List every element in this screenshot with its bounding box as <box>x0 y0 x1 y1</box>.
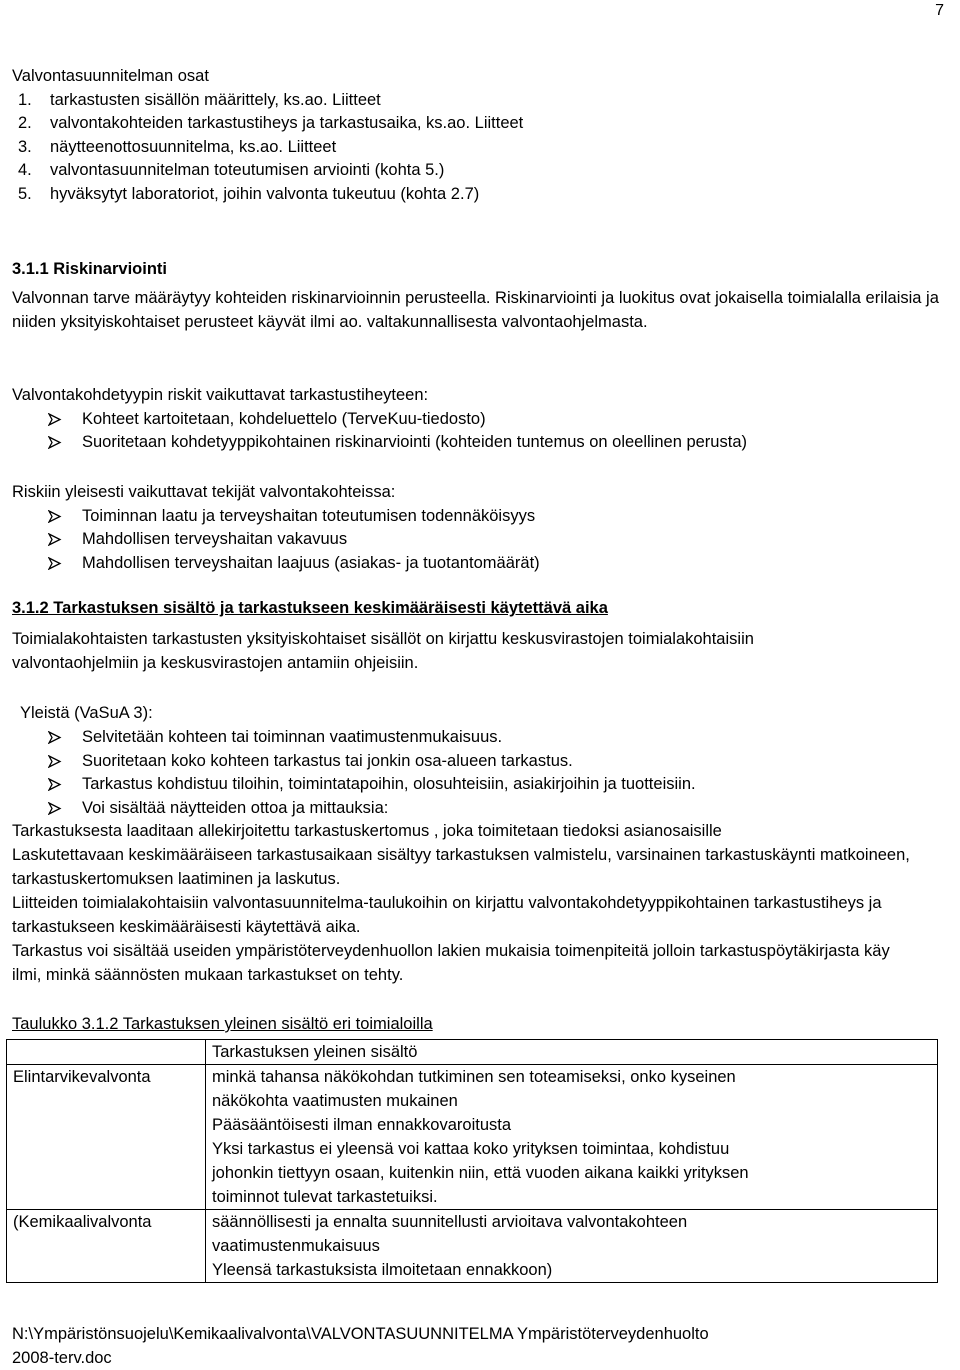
section-311-paragraph: Valvonnan tarve määräytyy kohteiden riskinarvioinnin perusteella. Riskinarviointi ja luokitus ovat jokaisella toimialalla erilaisia ja niiden yksityiskohtaiset perusteet käyvät ilmi ao. valtakunnallisesta valvontaohjelmasta. <box>12 289 939 331</box>
table-row <box>7 1065 938 1210</box>
arrow-bullet-icon <box>48 755 62 768</box>
table-row-content: minkä tahansa näkökohdan tutkiminen sen toteamiseksi, onko kyseinen näkökohta vaatimusten mukainen Pääsääntöisesti ilman ennakkovaroitusta Yksi tarkastus ei yleensä voi kattaa koko yrityksen toimintaa, kohdistuu johonkin tiettyyn osaan, kuitenkin niin, että vuoden aikana kaikki yrityksen toiminnot tulevat tarkastetuiksi. <box>206 1065 938 1210</box>
section-312-title: 3.1.2 Tarkastuksen sisältö ja tarkastukseen keskimääräisesti käytettävä aika <box>12 599 608 617</box>
paragraph-inspection-report: Tarkastuksesta laaditaan allekirjoitettu tarkastuskertomus , joka toimitetaan tiedoksi asianosaisille <box>12 822 722 840</box>
plan-parts <box>12 65 960 206</box>
risk-frequency-intro: Valvontakohdetyypin riskit vaikuttavat tarkastustiheyteen: <box>12 386 429 404</box>
inspection-content-table <box>6 1039 938 1283</box>
paragraph-appendix-tables: Liitteiden toimialakohtaisiin valvontasuunnitelma-taulukoihin on kirjattu valvontakohdetyyppikohtainen tarkastustiheys ja tarkastukseen keskimääräisesti käytettävä aika. <box>12 894 882 936</box>
arrow-bullet-icon <box>48 557 62 570</box>
list-item: 5. hyväksytyt laboratoriot, joihin valvonta tukeutuu (kohta 2.7) <box>18 184 480 203</box>
arrow-bullet-icon <box>48 436 62 449</box>
table-header-empty-cell <box>7 1040 206 1065</box>
list-item: Suoritetaan koko kohteen tarkastus tai jonkin osa-alueen tarkastus. <box>12 750 960 774</box>
table-header-cell: Tarkastuksen yleinen sisältö <box>206 1040 938 1065</box>
risk-factors-list <box>12 505 960 576</box>
list-item: Voi sisältää näytteiden ottoa ja mittauksia: <box>12 797 960 821</box>
paragraph-multiple-laws: Tarkastus voi sisältää useiden ympäristöterveydenhuollon lakien mukaisia toimenpiteitä jolloin tarkastuspöytäkirjasta käy ilmi, minkä säännösten mukaan tarkastukset on tehty. <box>12 942 890 984</box>
table-caption: Taulukko 3.1.2 Tarkastuksen yleinen sisältö eri toimialoilla <box>12 1015 433 1033</box>
list-item: 3. näytteenottosuunnitelma, ks.ao. Liitteet <box>18 137 337 156</box>
arrow-bullet-icon <box>48 802 62 815</box>
list-item: Mahdollisen terveyshaitan vakavuus <box>12 528 960 552</box>
paragraph-billing-time: Laskutettavaan keskimääräiseen tarkastusaikaan sisältyy tarkastuksen valmistelu, varsinainen tarkastuskäynti matkoineen, tarkastuskertomuksen laatiminen ja laskutus. <box>12 846 910 888</box>
list-item: Kohteet kartoitetaan, kohdeluettelo (TerveKuu-tiedosto) <box>12 408 960 432</box>
risk-factors-intro: Riskiin yleisesti vaikuttavat tekijät valvontakohteissa: <box>12 483 396 501</box>
footer-file-path: N:\Ympäristönsuojelu\Kemikaalivalvonta\VALVONTASUUNNITELMA Ympäristöterveydenhuolto 2008-terv.doc <box>12 1325 709 1367</box>
list-item: Mahdollisen terveyshaitan laajuus (asiakas- ja tuotantomäärät) <box>12 552 960 576</box>
table-row-label: Elintarvikevalvonta <box>7 1065 206 1210</box>
arrow-bullet-icon <box>48 510 62 523</box>
list-item: Suoritetaan kohdetyyppikohtainen riskinarviointi (kohteiden tuntemus on oleellinen perusta) <box>12 431 960 455</box>
table-row <box>7 1210 938 1283</box>
list-item: 1. tarkastusten sisällön määrittely, ks.ao. Liitteet <box>18 90 381 109</box>
risk-frequency-block <box>12 384 960 455</box>
list-item: 2. valvontakohteiden tarkastustiheys ja tarkastusaika, ks.ao. Liitteet <box>18 114 524 132</box>
page-number: 7 <box>935 2 944 19</box>
section-311-title: 3.1.1 Riskinarviointi <box>12 260 167 278</box>
general-list <box>12 726 960 820</box>
risk-frequency-list <box>12 408 960 455</box>
arrow-bullet-icon <box>48 413 62 426</box>
table-row-content: säännöllisesti ja ennalta suunnitellusti arvioitava valvontakohteen vaatimustenmukaisuus Yleensä tarkastuksista ilmoitetaan ennakkoon) <box>206 1210 938 1283</box>
plan-parts-list <box>12 89 960 207</box>
table-row-label: (Kemikaalivalvonta <box>7 1210 206 1283</box>
risk-factors-block <box>12 481 960 575</box>
table-header-row <box>7 1040 938 1065</box>
plan-parts-heading: Valvontasuunnitelman osat <box>12 67 209 85</box>
list-item: 4. valvontasuunnitelman toteutumisen arviointi (kohta 5.) <box>18 161 445 179</box>
list-item: Tarkastus kohdistuu tiloihin, toimintatapoihin, olosuhteisiin, asiakirjoihin ja tuotteisiin. <box>12 773 960 797</box>
general-intro: Yleistä (VaSuA 3): <box>20 704 153 722</box>
arrow-bullet-icon <box>48 778 62 791</box>
arrow-bullet-icon <box>48 731 62 744</box>
arrow-bullet-icon <box>48 533 62 546</box>
list-item: Selvitetään kohteen tai toiminnan vaatimustenmukaisuus. <box>12 726 960 750</box>
section-312-paragraph: Toimialakohtaisten tarkastusten yksityiskohtaiset sisällöt on kirjattu keskusvirastojen toimialakohtaisiin valvontaohjelmiin ja keskusvirastojen antamiin ohjeisiin. <box>12 630 754 672</box>
list-item: Toiminnan laatu ja terveyshaitan toteutumisen todennäköisyys <box>12 505 960 529</box>
